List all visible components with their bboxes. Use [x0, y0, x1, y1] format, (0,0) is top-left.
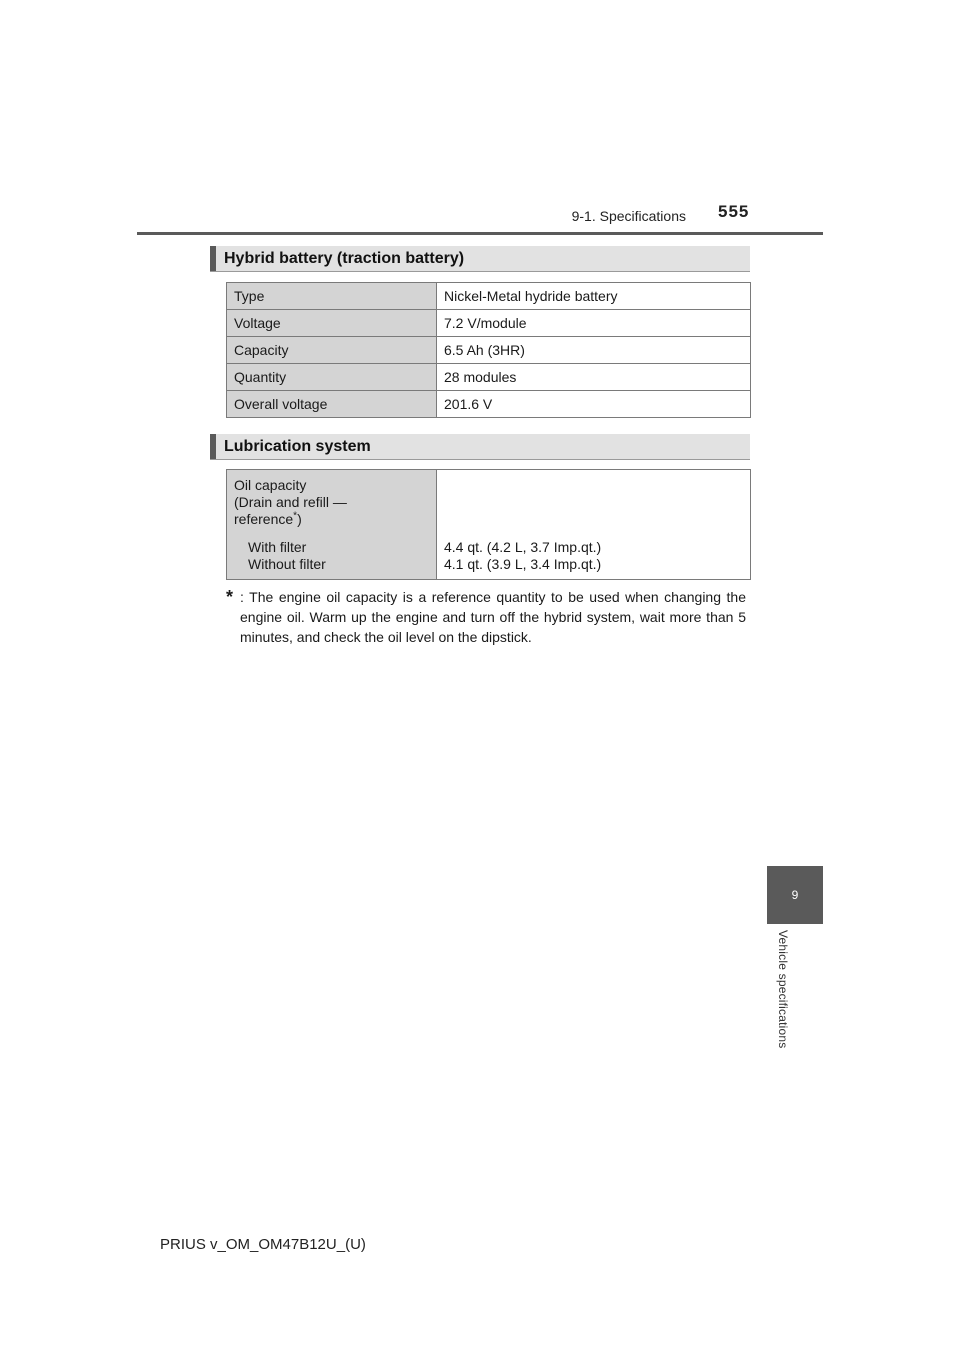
- with-filter-label: With filter: [248, 539, 307, 555]
- with-filter-value: 4.4 qt. (4.2 L, 3.7 Imp.qt.): [444, 539, 602, 555]
- type-value: Nickel-Metal hydride battery: [437, 283, 751, 310]
- footnote-body: The engine oil capacity is a reference quantity to be used when changing the engine oil. Warm up the engine and turn off the hybrid system, wait more than 5 minutes, and check the oil level on the dipstick.: [240, 589, 746, 645]
- hybrid-battery-heading: [210, 246, 750, 272]
- reference-text: reference: [234, 511, 294, 527]
- oil-capacity-title: Oil capacity: [234, 477, 307, 493]
- reference-close: ): [297, 511, 302, 527]
- hybrid-battery-table: [226, 282, 751, 418]
- chapter-title: Vehicle specifications: [776, 930, 790, 1049]
- quantity-value: 28 modules: [437, 364, 751, 391]
- oil-capacity-value: [437, 470, 751, 580]
- oil-capacity-reference: [234, 511, 436, 528]
- hybrid-battery-title: Hybrid battery (traction battery): [224, 250, 465, 267]
- heading-marker: [210, 434, 216, 459]
- oil-capacity-subtitle: (Drain and refill —: [234, 494, 347, 510]
- oil-capacity-label: [227, 470, 437, 580]
- lubrication-title: Lubrication system: [224, 438, 371, 455]
- table-row: [227, 470, 751, 580]
- capacity-value: 6.5 Ah (3HR): [437, 337, 751, 364]
- table-row: [227, 364, 751, 391]
- overall-voltage-label: Overall voltage: [227, 391, 437, 418]
- table-row: [227, 391, 751, 418]
- heading-marker: [210, 246, 216, 271]
- chapter-tab: [767, 866, 823, 924]
- document-id: PRIUS v_OM_OM47B12U_(U): [160, 1236, 366, 1253]
- footnote-star: *: [293, 510, 298, 522]
- lubrication-heading: [210, 434, 750, 460]
- chapter-number: 9: [791, 888, 799, 902]
- voltage-label: Voltage: [227, 310, 437, 337]
- footnote-text: : The engine oil capacity is a reference quantity to be used when changing the engine oil. Warm up the engine and turn off the hybrid system, wait more than 5 minutes, and check the oil level on the dipstick.: [240, 589, 746, 645]
- header-divider: [137, 232, 823, 235]
- footnote: [226, 587, 746, 647]
- type-label: Type: [227, 283, 437, 310]
- voltage-value: 7.2 V/module: [437, 310, 751, 337]
- page-number: 555: [718, 202, 750, 221]
- without-filter-label: Without filter: [248, 556, 326, 572]
- section-title: 9-1. Specifications: [571, 208, 686, 224]
- table-row: [227, 283, 751, 310]
- overall-voltage-value: 201.6 V: [437, 391, 751, 418]
- capacity-label: Capacity: [227, 337, 437, 364]
- table-row: [227, 337, 751, 364]
- lubrication-table: [226, 469, 751, 580]
- table-row: [227, 310, 751, 337]
- footnote-marker: *: [226, 587, 234, 607]
- quantity-label: Quantity: [227, 364, 437, 391]
- without-filter-value: 4.1 qt. (3.9 L, 3.4 Imp.qt.): [444, 556, 602, 572]
